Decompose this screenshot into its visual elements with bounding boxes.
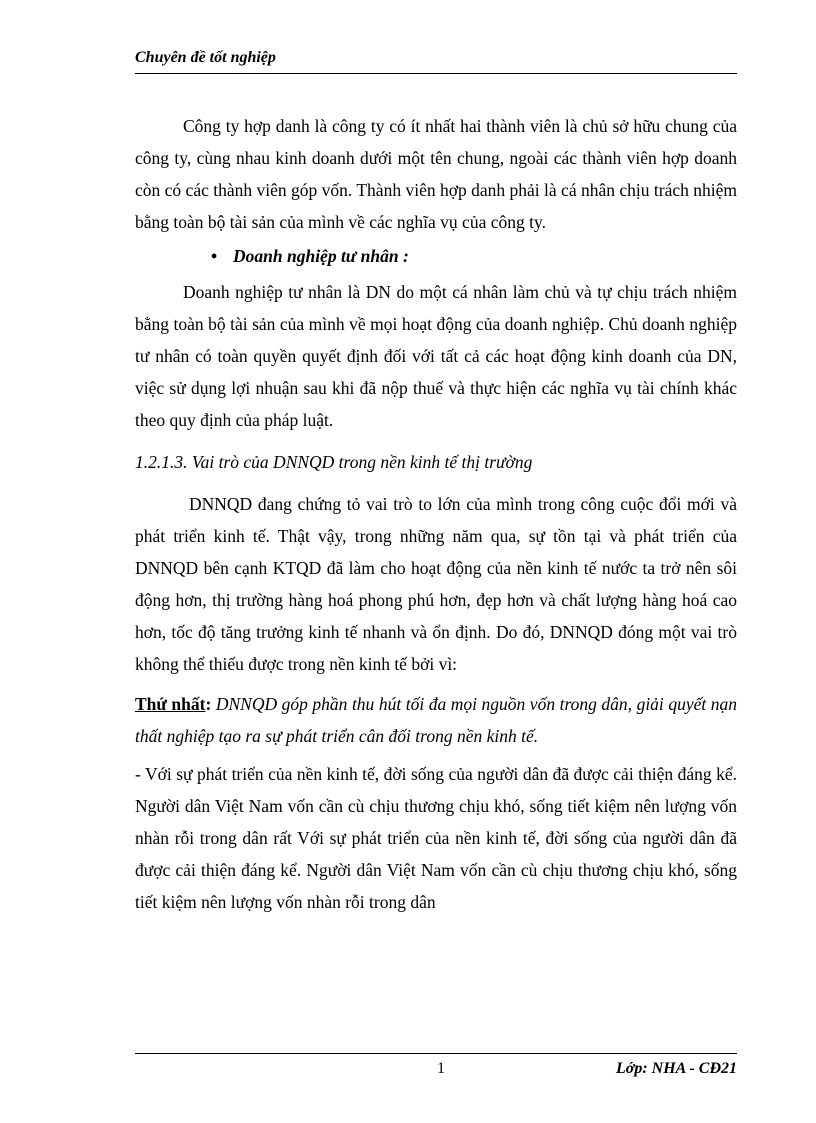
bullet-item-private-enterprise <box>135 240 737 272</box>
first-point-label: Thứ nhất <box>135 694 206 714</box>
paragraph-partnership: Công ty hợp danh là công ty có ít nhất hai thành viên là chủ sở hữu chung của công ty, cùng nhau kinh doanh dưới một tên chung, ngoài các thành viên hợp doanh còn có các thành viên góp vốn. Thành viên hợp danh phải là cá nhân chịu trách nhiệm bằng toàn bộ tài sản của mình về các nghĩa vụ của công ty. <box>135 116 737 232</box>
first-point-colon: : <box>205 694 212 714</box>
header-title: Chuyên đề tốt nghiệp <box>135 49 276 66</box>
bullet-dot-icon: • <box>211 246 218 266</box>
paragraph-savings: - Với sự phát triển của nền kinh tế, đời sống của người dân đã được cải thiện đáng kể. Người dân Việt Nam vốn cần cù chịu thương chịu khó, sống tiết kiệm nên lượng vốn nhàn rỗi trong dân rất Với sự phát triển của nền kinh tế, đời sống của người dân đã được cải thiện đáng kể. Người dân Việt Nam vốn cần cù chịu thương chịu khó, sống tiết kiệm nên lượng vốn nhàn rỗi trong dân <box>135 764 737 912</box>
document-body <box>135 110 737 918</box>
first-point <box>135 688 737 752</box>
page-header <box>135 47 737 74</box>
footer-class-label: Lớp: NHA - CĐ21 <box>615 1060 737 1077</box>
bullet-title: Doanh nghiệp tư nhân : <box>233 246 409 266</box>
paragraph-private-enterprise: Doanh nghiệp tư nhân là DN do một cá nhân làm chủ và tự chịu trách nhiệm bằng toàn bộ tài sản của mình về mọi hoạt động của doanh nghiệp. Chủ doanh nghiệp tư nhân có toàn quyền quyết định đối với tất cả các hoạt động kinh doanh của DN, việc sử dụng lợi nhuận sau khi đã nộp thuế và thực hiện các nghĩa vụ tài chính khác theo quy định của pháp luật. <box>135 282 737 430</box>
first-point-text: DNNQD góp phần thu hút tối đa mọi nguồn vốn trong dân, giải quyết nạn thất nghiệp tạo ra sự phát triển cân đối trong nền kinh tế. <box>135 694 737 746</box>
paragraph-role: DNNQD đang chứng tỏ vai trò to lớn của mình trong công cuộc đổi mới và phát triển kinh tế. Thật vậy, trong những năm qua, sự tồn tại và phát triển của DNNQD bên cạnh KTQD đã làm cho hoạt động của nền kinh tế nước ta trở nên sôi động hơn, thị trường hàng hoá phong phú hơn, đẹp hơn và chất lượng hàng hoá cao hơn, tốc độ tăng trưởng kinh tế nhanh và ổn định. Do đó, DNNQD đóng một vai trò không thể thiếu được trong nền kinh tế bởi vì: <box>135 494 737 674</box>
section-heading: 1.2.1.3. Vai trò của DNNQD trong nền kinh tế thị trường <box>135 452 533 472</box>
page-number: 1 <box>437 1060 445 1077</box>
page-footer <box>135 1053 737 1084</box>
